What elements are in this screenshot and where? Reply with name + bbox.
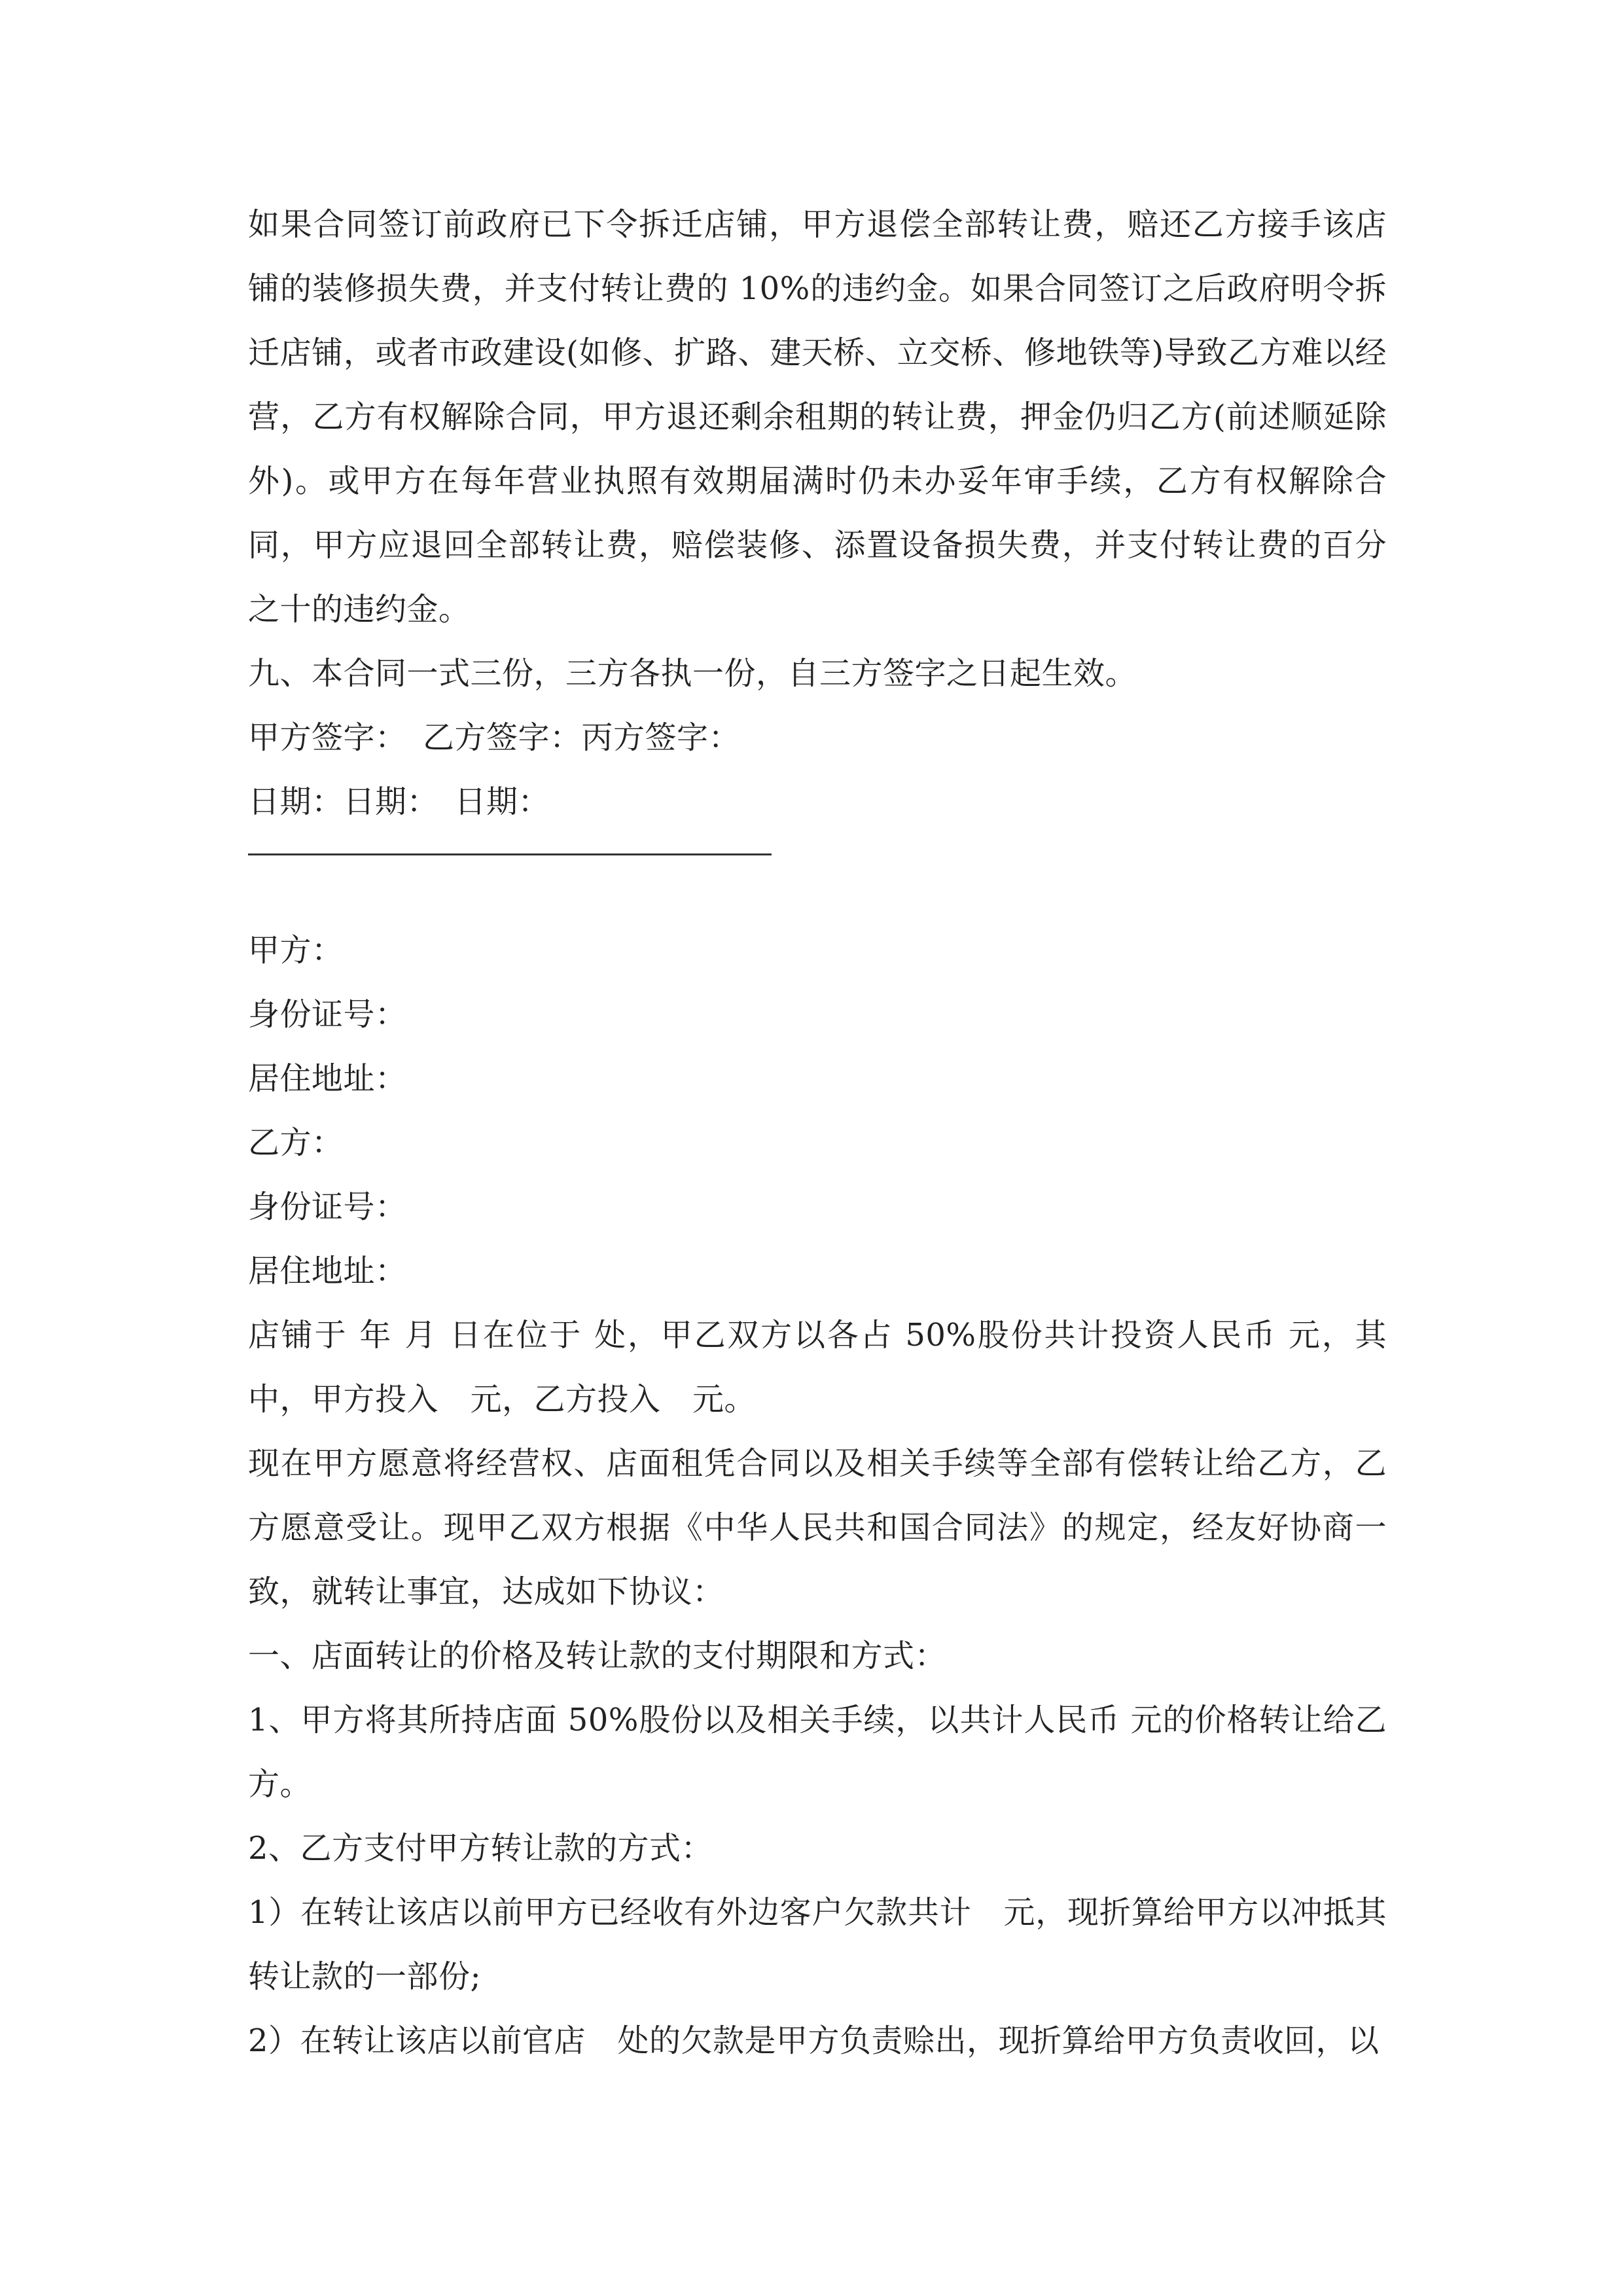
paragraph-demolition-clause: 如果合同签订前政府已下令拆迁店铺，甲方退偿全部转让费，赔还乙方接手该店铺的装修损失费，并支付转让费的 10%的违约金。如果合同签订之后政府明令拆迁店铺，或者市政建设(如修、扩路、建天桥、立交桥、修地铁等)导致乙方难以经营，乙方有权解除合同，甲方退还剩余租期的转让费，押金仍归乙方(前述顺延除外)。或甲方在每年营业执照有效期届满时仍未办妥年审手续，乙方有权解除合同，甲方应退回全部转让费，赔偿装修、添置设备损失费，并支付转让费的百分之十的违约金。: [248, 206, 1387, 628]
document-page: [248, 192, 1387, 2073]
section-divider: [248, 853, 772, 855]
party-b-label: 乙方：: [248, 1124, 344, 1161]
party-a-address-label: 居住地址：: [248, 1060, 407, 1097]
clause-1: 1、甲方将其所持店面 50%股份以及相关手续，以共计人民币 元的价格转让给乙方。: [248, 1702, 1387, 1803]
party-a-id-label: 身份证号：: [248, 996, 407, 1033]
party-b-id-label: 身份证号：: [248, 1189, 407, 1225]
heading-section-one: 一、店面转让的价格及转让款的支付期限和方式：: [248, 1638, 947, 1674]
clause-2: 2、乙方支付甲方转让款的方式：: [248, 1830, 713, 1867]
clause-2-item-2: 2）在转让该店以前官店 处的欠款是甲方负责赊出，现折算给甲方负责收回，以: [248, 2022, 1380, 2059]
paragraph-investment: 店铺于 年 月 日在位于 处，甲乙双方以各占 50%股份共计投资人民币 元，其中，甲方投入 元，乙方投入 元。: [248, 1317, 1387, 1418]
paragraph-copies-clause: 九、本合同一式三份，三方各执一份，自三方签字之日起生效。: [248, 655, 1137, 692]
paragraph-transfer-intent: 现在甲方愿意将经营权、店面租凭合同以及相关手续等全部有偿转让给乙方，乙方愿意受让。现甲乙双方根据《中华人民共和国合同法》的规定，经友好协商一致，就转让事宜，达成如下协议：: [248, 1445, 1387, 1610]
party-a-label: 甲方：: [248, 932, 344, 969]
signature-line: 甲方签字： 乙方签字：丙方签字：: [248, 719, 741, 756]
date-line: 日期：日期： 日期：: [248, 783, 550, 820]
party-b-address-label: 居住地址：: [248, 1253, 407, 1289]
clause-2-item-1: 1）在转让该店以前甲方已经收有外边客户欠款共计 元，现折算给甲方以冲抵其转让款的一部份;: [248, 1894, 1387, 1995]
